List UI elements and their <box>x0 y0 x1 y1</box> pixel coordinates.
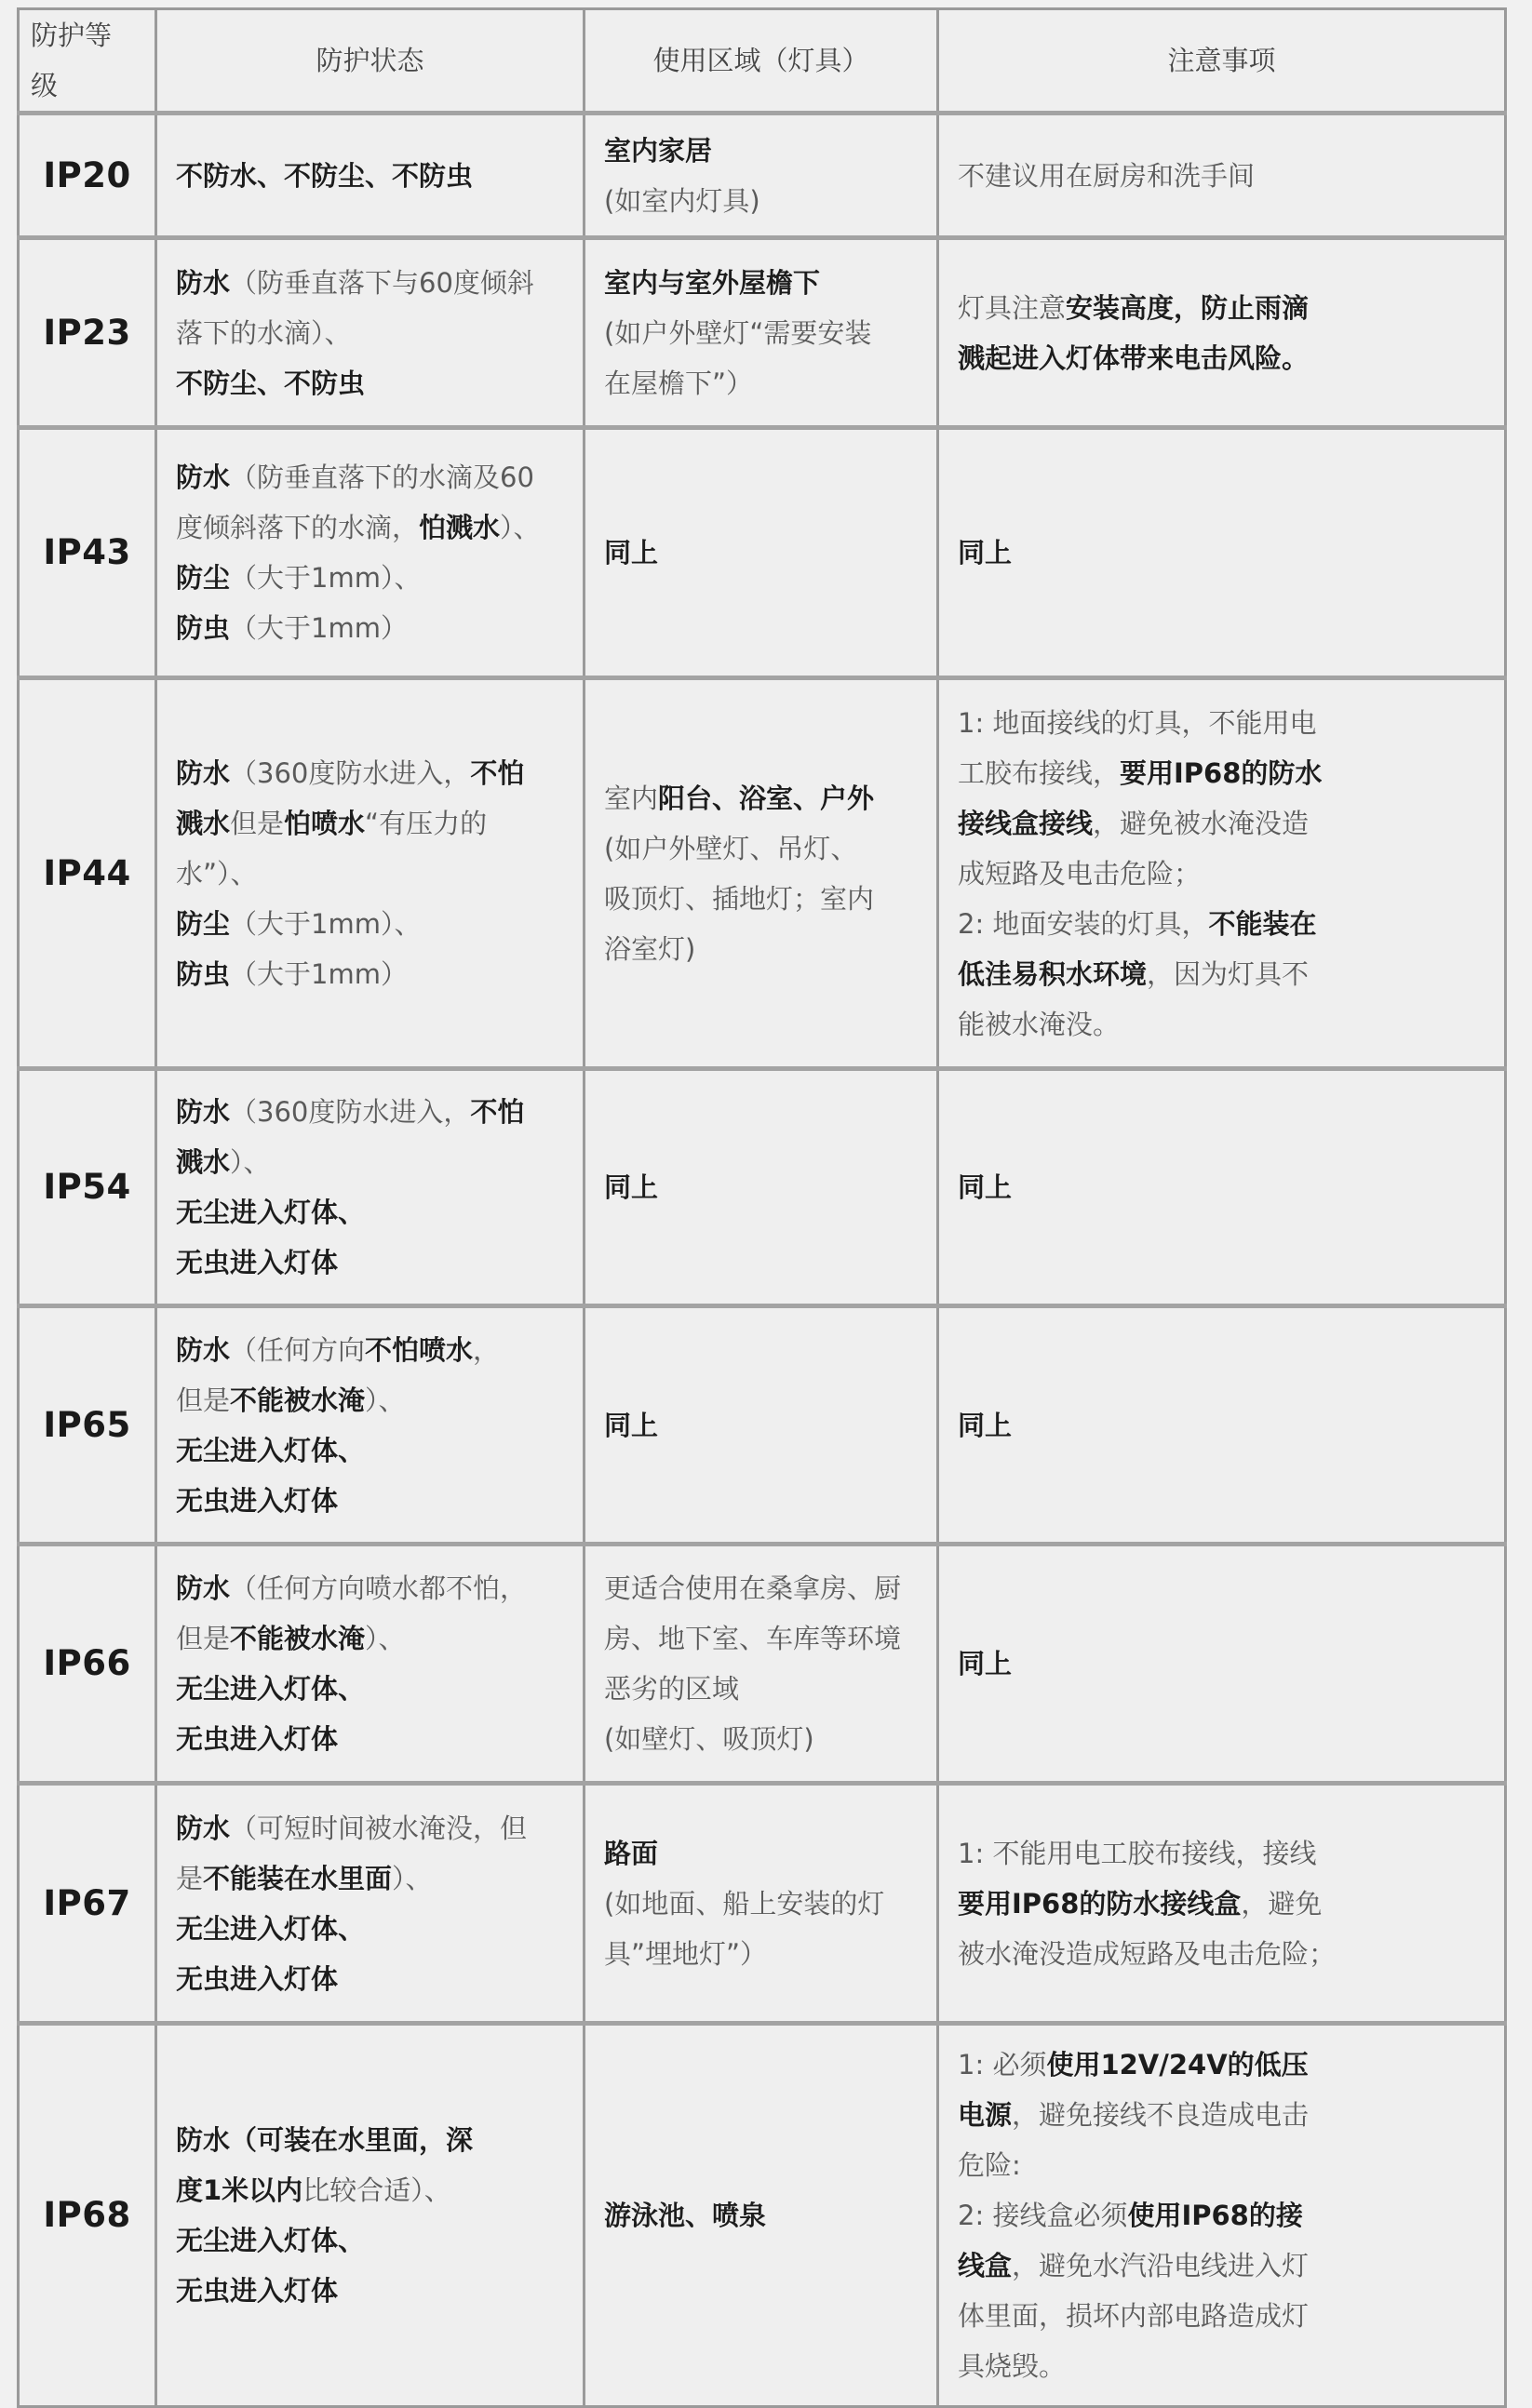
bold-text: 路面 <box>604 1837 659 1869</box>
text-line <box>176 358 564 408</box>
text-line <box>604 358 918 408</box>
protection-state-cell <box>156 1784 585 2024</box>
protection-state-cell <box>156 1306 585 1545</box>
text-line <box>958 2341 1485 2391</box>
text-line <box>176 2165 564 2215</box>
usage-area-cell <box>585 1069 938 1306</box>
bold-text: 无尘进入灯体、 <box>176 1434 366 1466</box>
text-line <box>604 1879 918 1929</box>
text-line <box>604 1828 918 1879</box>
bold-text: 无尘进入灯体、 <box>176 1912 366 1945</box>
regular-text: 能被水淹没。 <box>958 1008 1121 1040</box>
text-line <box>176 2266 564 2316</box>
bold-text: 同上 <box>604 537 659 569</box>
regular-text: 室内 <box>604 782 659 814</box>
bold-text: 同上 <box>958 1409 1013 1441</box>
bold-text: 无虫进入灯体 <box>176 1247 339 1278</box>
regular-text: （大于1mm） <box>230 612 408 644</box>
regular-text: 1: 不能用电工胶布接线，接线 <box>958 1837 1317 1869</box>
bold-text: 溅起进入灯体带来电击风险。 <box>958 341 1310 374</box>
text-line <box>958 2241 1485 2291</box>
bold-text: 不怕 <box>470 756 525 789</box>
regular-text: ，避免被水淹没造 <box>1093 807 1310 839</box>
regular-text: 但是 <box>176 1623 231 1654</box>
text-line <box>176 1087 564 1137</box>
table-row <box>19 678 1506 1069</box>
regular-text: （任何方向 <box>230 1333 366 1366</box>
table-row <box>19 428 1506 678</box>
bold-text: 室内与室外屋檐下 <box>604 266 821 299</box>
regular-text: 吸顶灯、插地灯；室内 <box>604 882 875 915</box>
regular-text: （大于1mm）、 <box>230 562 422 594</box>
bold-text: 不怕喷水 <box>365 1333 474 1366</box>
regular-text: 1: 必须 <box>958 2049 1047 2080</box>
header-protection-state: 防护状态 <box>156 9 585 114</box>
regular-text: 具烧毁。 <box>958 2350 1067 2382</box>
ip-level-cell: IP65 <box>19 1306 156 1545</box>
text-line <box>176 1187 564 1237</box>
bold-text: 防水 <box>176 1572 231 1604</box>
text-line <box>176 1325 564 1375</box>
regular-text: ，避免 <box>1241 1887 1323 1920</box>
bold-text: 防尘 <box>176 907 231 940</box>
table-row <box>19 238 1506 428</box>
bold-text: 不能装在水里面 <box>203 1862 393 1894</box>
text-line <box>958 1639 1485 1689</box>
text-line <box>958 333 1485 383</box>
bold-text: 线盒 <box>958 2250 1013 2281</box>
bold-text: 低洼易积水环境 <box>958 957 1148 990</box>
bold-text: 度1米以内 <box>176 2174 303 2206</box>
notes-cell <box>938 1069 1506 1306</box>
text-line <box>176 603 564 653</box>
protection-state-cell <box>156 678 585 1069</box>
regular-text: 2: 接线盒必须 <box>958 2200 1128 2231</box>
usage-area-cell <box>585 1545 938 1784</box>
regular-text: （防垂直落下与60度倾斜 <box>230 266 534 299</box>
table-header <box>19 9 1506 114</box>
ip-level-cell: IP44 <box>19 678 156 1069</box>
text-line <box>176 798 564 849</box>
regular-text: ，因为灯具不 <box>1147 957 1310 990</box>
notes-cell <box>938 114 1506 238</box>
regular-text: 2: 地面安装的灯具， <box>958 907 1209 940</box>
text-line <box>604 924 918 974</box>
bold-text: 防水 <box>176 462 231 493</box>
text-line <box>604 874 918 924</box>
usage-area-cell <box>585 1784 938 2024</box>
regular-text: (如户外壁灯、吊灯、 <box>604 832 858 864</box>
bold-text: 使用12V/24V的低压 <box>1046 2049 1309 2080</box>
notes-cell <box>938 678 1506 1069</box>
text-line <box>604 1714 918 1764</box>
regular-text: ， <box>473 1333 501 1366</box>
text-line <box>176 1237 564 1288</box>
text-line <box>176 2215 564 2266</box>
text-line <box>176 849 564 899</box>
regular-text: 成短路及电击危险； <box>958 857 1202 890</box>
bold-text: 怕溅水 <box>419 512 501 543</box>
bold-text: 不防水、不防尘、不防虫 <box>176 159 474 192</box>
regular-text: 工胶布接线， <box>958 756 1121 789</box>
table-body <box>19 114 1506 2407</box>
regular-text: ）、 <box>365 1623 406 1654</box>
text-line <box>176 553 564 603</box>
ip-level-cell: IP54 <box>19 1069 156 1306</box>
regular-text: 恶劣的区域 <box>604 1673 740 1705</box>
bold-text: 无虫进入灯体 <box>176 2275 339 2307</box>
text-line <box>176 308 564 358</box>
bold-text: 防水 <box>176 1812 231 1844</box>
table-row <box>19 1545 1506 1784</box>
regular-text: 比较合适）、 <box>302 2174 451 2206</box>
text-line <box>604 308 918 358</box>
text-line <box>604 773 918 823</box>
bold-text: 室内家居 <box>604 134 713 167</box>
text-line <box>176 258 564 308</box>
usage-area-cell <box>585 2024 938 2407</box>
notes-cell <box>938 1784 1506 2024</box>
usage-area-cell <box>585 238 938 428</box>
regular-text: 浴室灯) <box>604 932 696 965</box>
text-line <box>176 1137 564 1187</box>
text-line <box>176 1714 564 1764</box>
bold-text: 要用IP68的防水接线盒 <box>958 1887 1242 1920</box>
text-line <box>176 899 564 949</box>
bold-text: 防水 <box>176 756 231 789</box>
regular-text: ）、 <box>365 1384 406 1416</box>
text-line <box>176 1664 564 1714</box>
ip-level-cell: IP67 <box>19 1784 156 2024</box>
text-line <box>604 2190 918 2241</box>
regular-text: ）、 <box>230 1146 271 1178</box>
usage-area-cell <box>585 678 938 1069</box>
text-line <box>604 1664 918 1714</box>
text-line <box>176 1904 564 1954</box>
protection-state-cell <box>156 1545 585 1784</box>
ip-level-cell: IP20 <box>19 114 156 238</box>
text-line <box>604 126 918 176</box>
bold-text: 接线盒接线 <box>958 807 1094 839</box>
text-line <box>604 176 918 226</box>
ip-level-cell: IP66 <box>19 1545 156 1784</box>
bold-text: 使用IP68的接 <box>1127 2200 1303 2231</box>
text-line <box>958 999 1485 1050</box>
text-line <box>176 1425 564 1476</box>
bold-text: 防水 <box>176 1096 231 1128</box>
text-line <box>176 1476 564 1526</box>
protection-state-cell <box>156 2024 585 2407</box>
regular-text: (如地面、船上安装的灯 <box>604 1887 885 1920</box>
bold-text: 无尘进入灯体、 <box>176 1673 366 1705</box>
bold-text: 防水（可装在水里面，深 <box>176 2124 474 2156</box>
bold-text: 无尘进入灯体、 <box>176 2225 366 2256</box>
regular-text: ，避免接线不良造成电击 <box>1012 2099 1310 2131</box>
bold-text: 不防尘、不防虫 <box>176 367 366 399</box>
bold-text: 阳台、浴室、户外 <box>658 782 875 814</box>
regular-text: 房、地下室、车库等环境 <box>604 1623 902 1654</box>
text-line <box>604 258 918 308</box>
text-line <box>176 151 564 201</box>
regular-text: 落下的水滴）、 <box>176 316 352 349</box>
text-line <box>958 528 1485 578</box>
table-row <box>19 114 1506 238</box>
bold-text: 防虫 <box>176 612 231 644</box>
text-line <box>604 823 918 874</box>
notes-cell <box>938 1306 1506 1545</box>
regular-text: 1: 地面接线的灯具，不能用电 <box>958 706 1317 739</box>
regular-text: (如室内灯具) <box>604 184 760 217</box>
regular-text: （防垂直落下的水滴及60 <box>230 462 534 493</box>
bold-text: 不能被水淹 <box>230 1384 366 1416</box>
bold-text: 同上 <box>958 1648 1013 1679</box>
text-line <box>958 2090 1485 2140</box>
bold-text: 电源 <box>958 2099 1013 2131</box>
notes-cell <box>938 1545 1506 1784</box>
text-line <box>604 1400 918 1451</box>
text-line <box>176 1563 564 1613</box>
notes-cell <box>938 238 1506 428</box>
usage-area-cell <box>585 114 938 238</box>
regular-text: 在屋檐下”） <box>604 367 754 399</box>
bold-text: 同上 <box>958 537 1013 569</box>
text-line <box>176 748 564 798</box>
regular-text: 被水淹没造成短路及电击危险； <box>958 1937 1337 1970</box>
bold-text: 安装高度，防止雨滴 <box>1066 291 1310 324</box>
bold-text: 防尘 <box>176 562 231 594</box>
text-line <box>958 2140 1485 2190</box>
text-line <box>176 452 564 502</box>
regular-text: 但是 <box>176 1384 231 1416</box>
text-line <box>176 1954 564 2004</box>
text-line <box>958 1400 1485 1451</box>
regular-text: “有压力的 <box>365 807 488 839</box>
text-line <box>958 899 1485 949</box>
regular-text: ）、 <box>500 512 541 543</box>
regular-text: 水”）、 <box>176 857 258 890</box>
bold-text: 不怕 <box>470 1096 525 1128</box>
bold-text: 同上 <box>604 1171 659 1203</box>
text-line <box>958 2291 1485 2341</box>
text-line <box>958 1929 1485 1979</box>
text-line <box>176 1375 564 1425</box>
regular-text: (如壁灯、吸顶灯) <box>604 1723 814 1755</box>
regular-text: （可短时间被水淹没，但 <box>230 1812 528 1844</box>
regular-text: 灯具注意 <box>958 291 1067 324</box>
text-line <box>958 283 1485 333</box>
bold-text: 无尘进入灯体、 <box>176 1197 366 1228</box>
regular-text: （大于1mm）、 <box>230 907 422 940</box>
ip-rating-table <box>17 7 1507 2408</box>
bold-text: 不能装在 <box>1208 907 1317 940</box>
table-row <box>19 1069 1506 1306</box>
regular-text: 不建议用在厨房和洗手间 <box>958 159 1256 192</box>
text-line <box>604 1563 918 1613</box>
text-line <box>958 798 1485 849</box>
header-usage-area: 使用区域（灯具） <box>585 9 938 114</box>
regular-text: ，避免水汽沿电线进入灯 <box>1012 2250 1310 2281</box>
text-line <box>176 949 564 999</box>
bold-text: 无虫进入灯体 <box>176 1962 339 1995</box>
text-line <box>958 698 1485 748</box>
text-line <box>604 1162 918 1212</box>
bold-text: 溅水 <box>176 1146 231 1178</box>
text-line <box>604 1929 918 1979</box>
bold-text: 同上 <box>958 1171 1013 1203</box>
header-notes: 注意事项 <box>938 9 1506 114</box>
text-line <box>176 1853 564 1904</box>
ip-level-cell: IP43 <box>19 428 156 678</box>
text-line <box>604 528 918 578</box>
text-line <box>176 2115 564 2165</box>
usage-area-cell <box>585 1306 938 1545</box>
header-protection-level: 防护等级 <box>19 9 156 114</box>
table-row <box>19 1784 1506 2024</box>
regular-text: 度倾斜落下的水滴， <box>176 512 420 543</box>
usage-area-cell <box>585 428 938 678</box>
regular-text: 体里面，损坏内部电路造成灯 <box>958 2300 1310 2332</box>
bold-text: 防水 <box>176 1333 231 1366</box>
regular-text: （360度防水进入， <box>230 756 471 789</box>
text-line <box>958 1879 1485 1929</box>
regular-text: 更适合使用在桑拿房、厨 <box>604 1572 902 1604</box>
text-line <box>958 949 1485 999</box>
text-line <box>176 502 564 553</box>
regular-text: （任何方向喷水都不怕， <box>230 1572 528 1604</box>
regular-text: ）、 <box>392 1862 433 1894</box>
regular-text: （大于1mm） <box>230 957 408 990</box>
header-row <box>19 9 1506 114</box>
text-line <box>958 849 1485 899</box>
bold-text: 防水 <box>176 266 231 299</box>
text-line <box>176 1613 564 1664</box>
bold-text: 怕喷水 <box>284 807 366 839</box>
regular-text: 危险: <box>958 2149 1021 2181</box>
protection-state-cell <box>156 428 585 678</box>
ip-level-cell: IP23 <box>19 238 156 428</box>
bold-text: 要用IP68的防水 <box>1120 756 1323 789</box>
ip-level-cell: IP68 <box>19 2024 156 2407</box>
text-line <box>958 1162 1485 1212</box>
regular-text: (如户外壁灯“需要安装 <box>604 316 872 349</box>
table-row <box>19 1306 1506 1545</box>
regular-text: 但是 <box>230 807 285 839</box>
text-line <box>958 748 1485 798</box>
bold-text: 不能被水淹 <box>230 1623 366 1654</box>
text-line <box>958 1828 1485 1879</box>
text-line <box>958 2040 1485 2090</box>
text-line <box>604 1613 918 1664</box>
bold-text: 无虫进入灯体 <box>176 1484 339 1517</box>
text-line <box>176 1803 564 1853</box>
bold-text: 防虫 <box>176 957 231 990</box>
notes-cell <box>938 2024 1506 2407</box>
bold-text: 游泳池、喷泉 <box>604 2200 767 2231</box>
bold-text: 无虫进入灯体 <box>176 1723 339 1755</box>
text-line <box>958 2190 1485 2241</box>
text-line <box>958 151 1485 201</box>
protection-state-cell <box>156 114 585 238</box>
regular-text: （360度防水进入， <box>230 1096 471 1128</box>
table-row <box>19 2024 1506 2407</box>
regular-text: 是 <box>176 1862 204 1894</box>
bold-text: 溅水 <box>176 807 231 839</box>
notes-cell <box>938 428 1506 678</box>
regular-text: 具”埋地灯”） <box>604 1937 768 1970</box>
protection-state-cell <box>156 1069 585 1306</box>
protection-state-cell <box>156 238 585 428</box>
bold-text: 同上 <box>604 1409 659 1441</box>
